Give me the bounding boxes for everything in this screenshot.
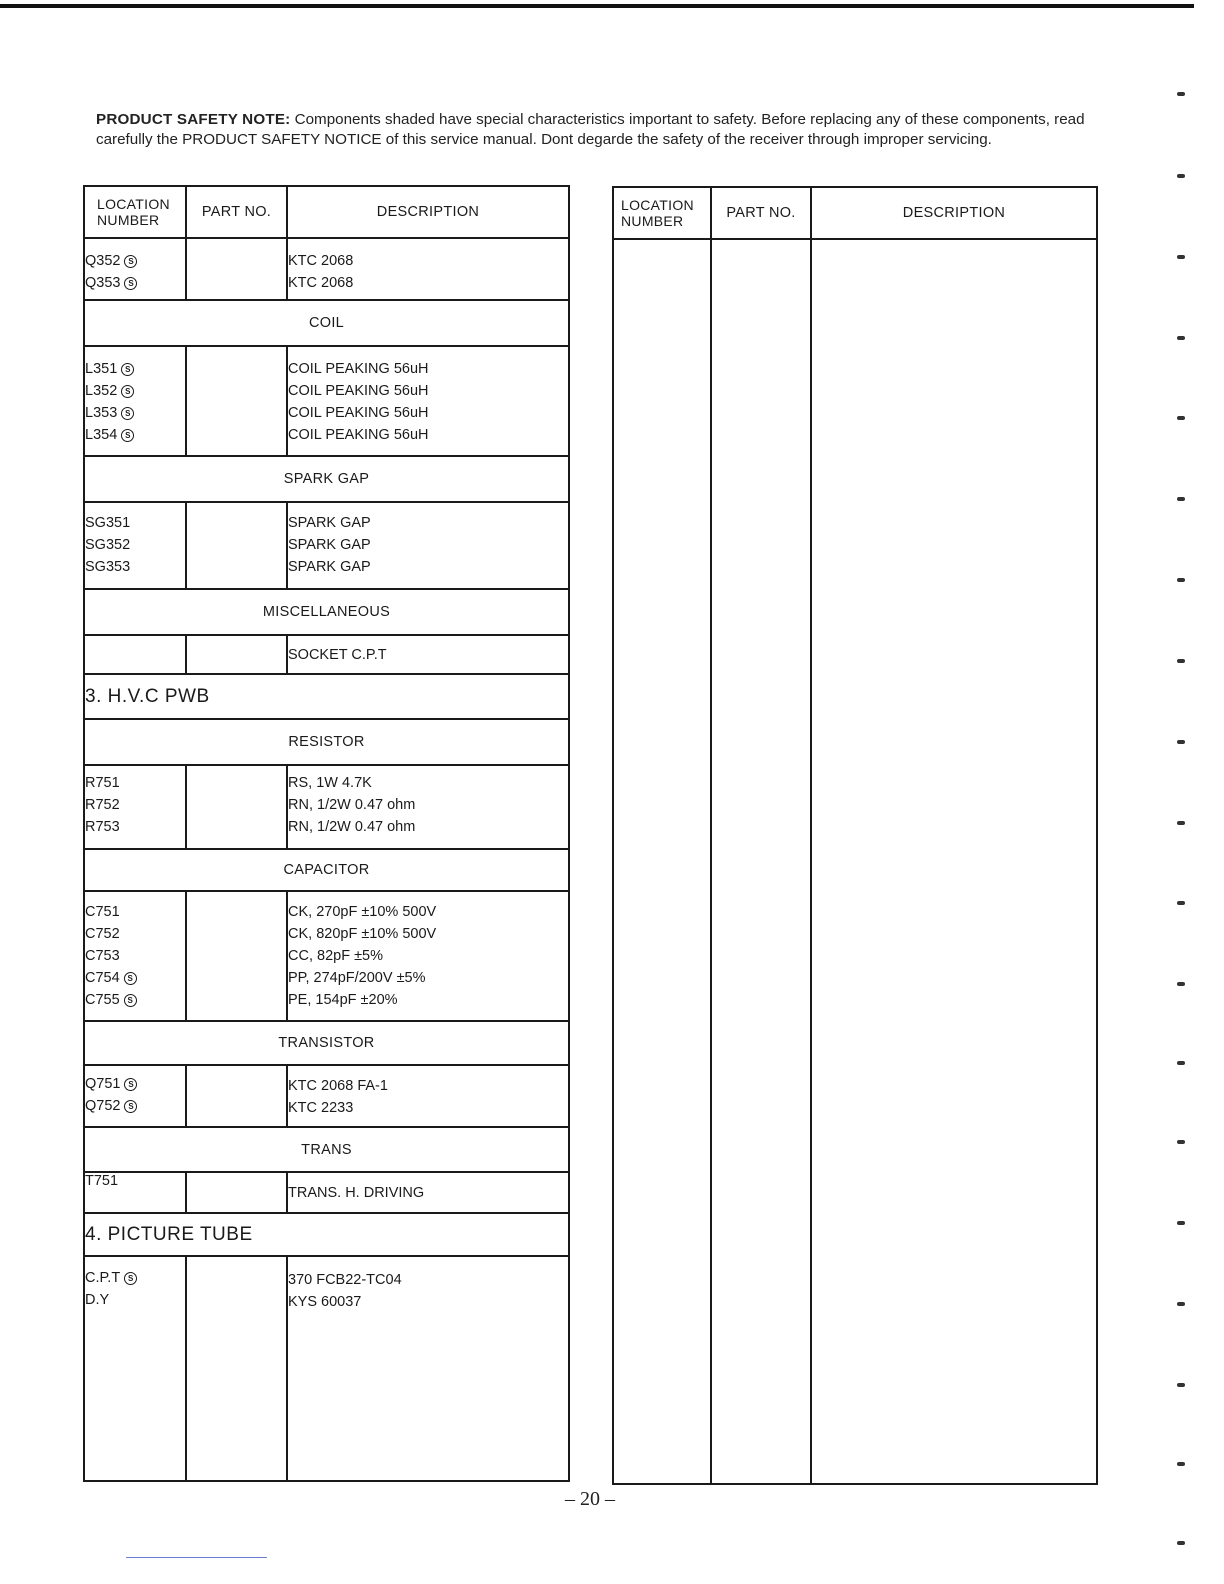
footer-rule bbox=[126, 1557, 267, 1558]
margin-tick bbox=[1177, 174, 1185, 178]
table-row bbox=[84, 1172, 569, 1213]
top-rule bbox=[0, 4, 1194, 8]
header-location: LOCATION NUMBER bbox=[84, 186, 186, 238]
description: TRANS. H. DRIVING bbox=[287, 1172, 569, 1213]
empty-row bbox=[613, 239, 1097, 1484]
safety-mark-icon: S bbox=[121, 429, 134, 442]
location-number: L352 bbox=[85, 383, 118, 399]
location-cell bbox=[84, 1256, 186, 1481]
description-cell bbox=[287, 1065, 569, 1127]
location-number: Q752 bbox=[85, 1098, 121, 1114]
safety-mark-icon: S bbox=[124, 255, 137, 268]
description: COIL PEAKING 56uH bbox=[288, 427, 429, 443]
header-part-no: PART NO. bbox=[186, 186, 287, 238]
description: RN, 1/2W 0.47 ohm bbox=[288, 819, 416, 835]
location-cell bbox=[613, 239, 711, 1484]
part-no-cell bbox=[186, 502, 287, 589]
location-number: L354 bbox=[85, 427, 118, 443]
description: PE, 154pF ±20% bbox=[288, 992, 398, 1008]
location-cell bbox=[84, 346, 186, 456]
section-title: 3. H.V.C PWB bbox=[84, 674, 569, 719]
description: SPARK GAP bbox=[288, 537, 371, 553]
part-no-cell bbox=[186, 1172, 287, 1213]
header-row bbox=[84, 186, 569, 238]
description: SOCKET C.P.T bbox=[287, 635, 569, 674]
category-label: COIL bbox=[84, 300, 569, 346]
section-title: 4. PICTURE TUBE bbox=[84, 1213, 569, 1256]
description: KYS 60037 bbox=[288, 1294, 362, 1310]
category-row bbox=[84, 849, 569, 891]
description: KTC 2068 FA-1 bbox=[288, 1078, 388, 1094]
location-number: R752 bbox=[85, 797, 120, 813]
safety-mark-icon: S bbox=[124, 1100, 137, 1113]
safety-mark-icon: S bbox=[121, 385, 134, 398]
part-no-cell bbox=[186, 1256, 287, 1481]
margin-tick bbox=[1177, 1383, 1185, 1387]
part-no-cell bbox=[186, 1065, 287, 1127]
parts-table-right bbox=[612, 186, 1098, 1485]
description: 370 FCB22-TC04 bbox=[288, 1272, 402, 1288]
description: KTC 2068 bbox=[288, 253, 354, 269]
table-row bbox=[84, 238, 569, 300]
category-row bbox=[84, 300, 569, 346]
location-number: C.P.T bbox=[85, 1270, 121, 1286]
margin-tick bbox=[1177, 740, 1185, 744]
description: CK, 270pF ±10% 500V bbox=[288, 904, 437, 920]
safety-mark-icon: S bbox=[124, 1272, 137, 1285]
category-label: TRANS bbox=[84, 1127, 569, 1172]
description: COIL PEAKING 56uH bbox=[288, 383, 429, 399]
location-cell bbox=[84, 891, 186, 1021]
category-row bbox=[84, 456, 569, 502]
location-number: L353 bbox=[85, 405, 118, 421]
location-number: R753 bbox=[85, 819, 120, 835]
margin-tick bbox=[1177, 1221, 1185, 1225]
description-cell bbox=[287, 891, 569, 1021]
description: CK, 820pF ±10% 500V bbox=[288, 926, 437, 942]
safety-note bbox=[96, 110, 1091, 150]
margin-tick bbox=[1177, 92, 1185, 96]
safety-note-heading: PRODUCT SAFETY NOTE: bbox=[96, 111, 291, 129]
part-no-cell bbox=[711, 239, 811, 1484]
margin-tick bbox=[1177, 982, 1185, 986]
margin-tick bbox=[1177, 821, 1185, 825]
section-row bbox=[84, 1213, 569, 1256]
header-description: DESCRIPTION bbox=[287, 186, 569, 238]
margin-tick bbox=[1177, 336, 1185, 340]
location-number: C752 bbox=[85, 926, 120, 942]
location-number: SG353 bbox=[85, 559, 131, 575]
safety-mark-icon: S bbox=[121, 363, 134, 376]
section-row bbox=[84, 674, 569, 719]
parts-table-left bbox=[83, 185, 570, 1482]
description-cell bbox=[287, 346, 569, 456]
table-row bbox=[84, 502, 569, 589]
margin-tick bbox=[1177, 901, 1185, 905]
table-row bbox=[84, 765, 569, 849]
location-number: Q751 bbox=[85, 1076, 121, 1092]
description-cell bbox=[287, 765, 569, 849]
safety-note-text: Components shaded have special characteristics important to safety. Before replacing any of these components, read carefully the PRODUCT SAFETY NOTICE of this service manual. Dont degarde the safety of the receiver through improper servicing. bbox=[96, 111, 1085, 149]
page-number: – 20 – bbox=[565, 1488, 615, 1510]
description: PP, 274pF/200V ±5% bbox=[288, 970, 426, 986]
margin-tick bbox=[1177, 659, 1185, 663]
location-number: Q353 bbox=[85, 275, 121, 291]
location-number: L351 bbox=[85, 361, 118, 377]
description: CC, 82pF ±5% bbox=[288, 948, 383, 964]
category-label: TRANSISTOR bbox=[84, 1021, 569, 1065]
category-row bbox=[84, 1127, 569, 1172]
description: RS, 1W 4.7K bbox=[288, 775, 372, 791]
location-cell bbox=[84, 765, 186, 849]
margin-tick bbox=[1177, 578, 1185, 582]
header-row bbox=[613, 187, 1097, 239]
safety-mark-icon: S bbox=[121, 407, 134, 420]
margin-tick bbox=[1177, 416, 1185, 420]
description: SPARK GAP bbox=[288, 559, 371, 575]
category-row bbox=[84, 719, 569, 765]
location-number: C754 bbox=[85, 970, 120, 986]
category-label: RESISTOR bbox=[84, 719, 569, 765]
part-no-cell bbox=[186, 765, 287, 849]
location-number: T751 bbox=[84, 1172, 186, 1213]
margin-tick bbox=[1177, 1541, 1185, 1545]
description: KTC 2068 bbox=[288, 275, 354, 291]
part-no-cell bbox=[186, 891, 287, 1021]
safety-mark-icon: S bbox=[124, 994, 137, 1007]
part-no-cell bbox=[186, 238, 287, 300]
description: RN, 1/2W 0.47 ohm bbox=[288, 797, 416, 813]
category-label: CAPACITOR bbox=[84, 849, 569, 891]
location-cell bbox=[84, 502, 186, 589]
category-row bbox=[84, 1021, 569, 1065]
location-number: C753 bbox=[85, 948, 120, 964]
category-label: MISCELLANEOUS bbox=[84, 589, 569, 635]
description: KTC 2233 bbox=[288, 1100, 354, 1116]
location-number: SG352 bbox=[85, 537, 131, 553]
description: COIL PEAKING 56uH bbox=[288, 361, 429, 377]
header-location: LOCATION NUMBER bbox=[613, 187, 711, 239]
location-number: D.Y bbox=[85, 1292, 110, 1308]
description: SPARK GAP bbox=[288, 515, 371, 531]
margin-tick bbox=[1177, 1140, 1185, 1144]
category-label: SPARK GAP bbox=[84, 456, 569, 502]
header-part-no: PART NO. bbox=[711, 187, 811, 239]
location-number: C751 bbox=[85, 904, 120, 920]
location-number: C755 bbox=[85, 992, 120, 1008]
margin-tick bbox=[1177, 255, 1185, 259]
location-number: R751 bbox=[85, 775, 120, 791]
margin-tick bbox=[1177, 1302, 1185, 1306]
part-no-cell bbox=[186, 346, 287, 456]
description-cell bbox=[811, 239, 1097, 1484]
safety-mark-icon: S bbox=[124, 277, 137, 290]
table-row bbox=[84, 1065, 569, 1127]
safety-mark-icon: S bbox=[124, 972, 137, 985]
location-cell bbox=[84, 1065, 186, 1127]
description: COIL PEAKING 56uH bbox=[288, 405, 429, 421]
location-number: Q352 bbox=[85, 253, 121, 269]
category-row bbox=[84, 589, 569, 635]
description-cell bbox=[287, 238, 569, 300]
margin-tick bbox=[1177, 1462, 1185, 1466]
location-cell bbox=[84, 635, 186, 674]
table-row bbox=[84, 891, 569, 1021]
margin-tick bbox=[1177, 497, 1185, 501]
description-cell bbox=[287, 1256, 569, 1481]
safety-mark-icon: S bbox=[124, 1078, 137, 1091]
part-no-cell bbox=[186, 635, 287, 674]
table-row bbox=[84, 346, 569, 456]
location-cell bbox=[84, 238, 186, 300]
table-row bbox=[84, 635, 569, 674]
table-row bbox=[84, 1256, 569, 1481]
location-number: SG351 bbox=[85, 515, 131, 531]
description-cell bbox=[287, 502, 569, 589]
header-description: DESCRIPTION bbox=[811, 187, 1097, 239]
margin-tick bbox=[1177, 1061, 1185, 1065]
